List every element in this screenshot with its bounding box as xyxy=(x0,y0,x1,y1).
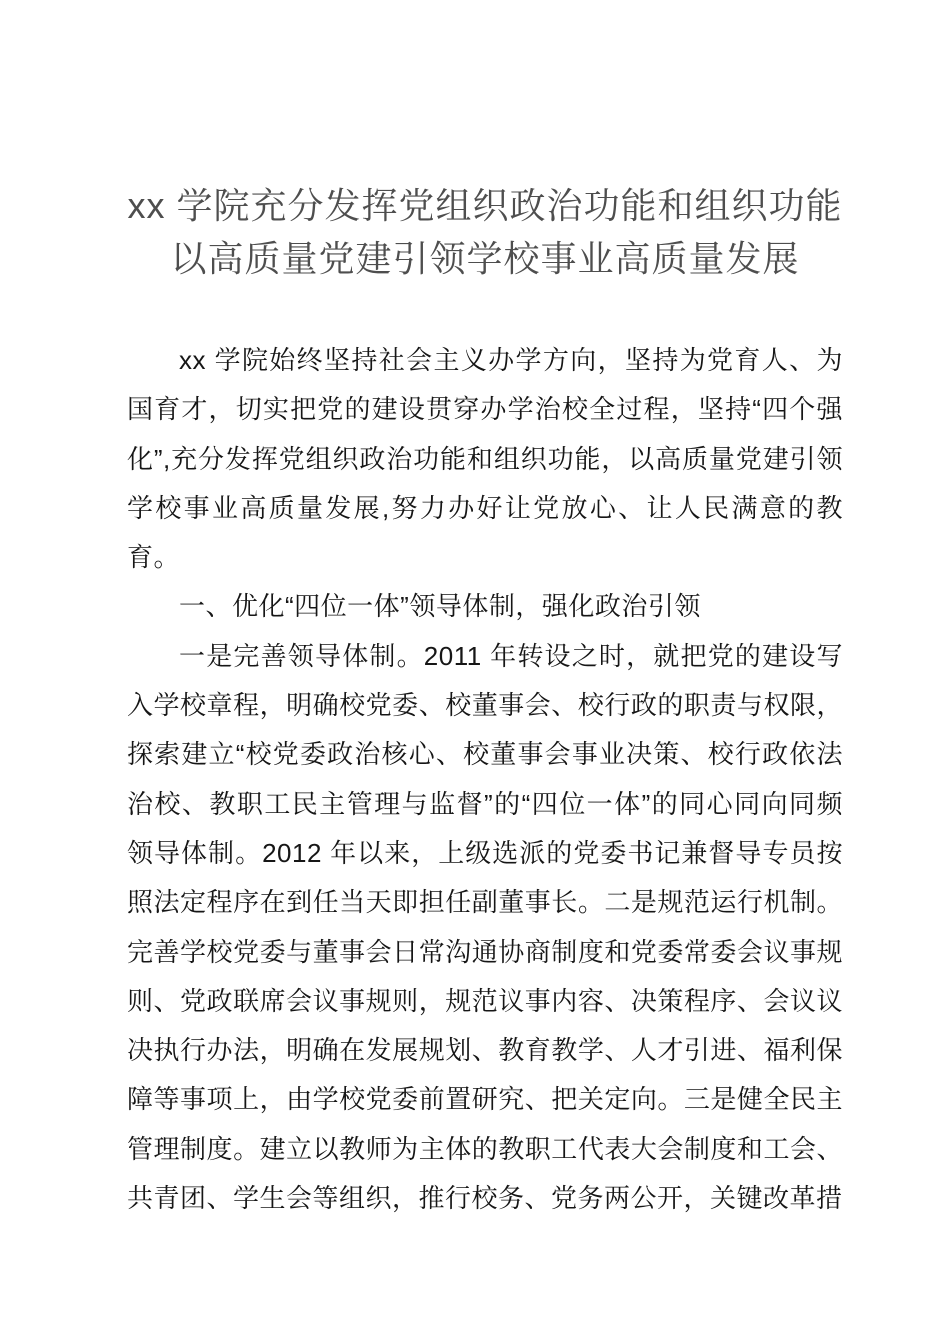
document-title-line-2: 以高质量党建引领学校事业高质量发展 xyxy=(170,238,800,279)
document-title xyxy=(127,179,843,285)
section-heading-1: 一、优化“四位一体”领导体制，强化政治引领 xyxy=(179,591,701,622)
paragraph-intro: xx 学院始终坚持社会主义办学方向，坚持为党育人、为国育才，切实把党的建设贯穿办学治校全过程，坚持“四个强化”,充分发挥党组织政治功能和组织功能，以高质量党建引领学校事业高质量发展,努力办好让党放心、让人民满意的教育。 xyxy=(127,345,843,573)
paragraph-section-1: 一是完善领导体制。2011 年转设之时，就把党的建设写入学校章程，明确校党委、校董事会、校行政的职责与权限，探索建立“校党委政治核心、校董事会事业决策、校行政依法治校、教职工民主管理与监督”的“四位一体”的同心同向同频领导体制。2012 年以来，上级选派的党委书记兼督导专员按照法定程序在到任当天即担任副董事长。二是规范运行机制。完善学校党委与董事会日常沟通协商制度和党委常委会议事规则、党政联席会议事规则，规范议事内容、决策程序、会议议决执行办法，明确在发展规划、教育教学、人才引进、福利保障等事项上，由学校党委前置研究、把关定向。三是健全民主管理制度。建立以教师为主体的教职工代表大会制度和工会、共青团、学生会等组织，推行校务、党务两公开，关键改革措 xyxy=(127,640,843,1214)
document-body xyxy=(127,336,843,1223)
document-title-line-1: xx 学院充分发挥党组织政治功能和组织功能 xyxy=(127,185,843,226)
document-content xyxy=(127,179,843,1223)
